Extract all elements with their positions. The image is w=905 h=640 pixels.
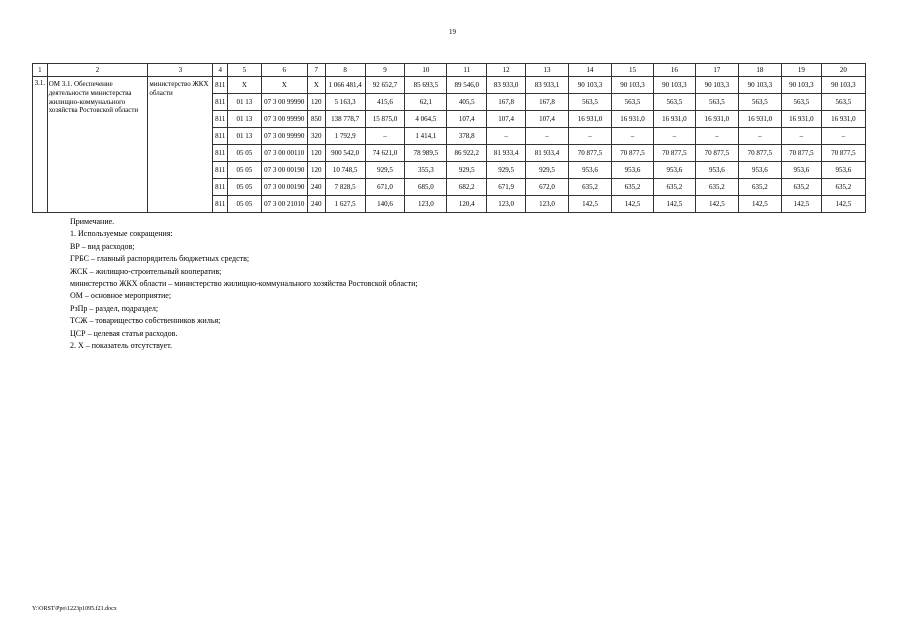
note-line: ГРБС – главный распорядитель бюджетных средств; (70, 254, 250, 264)
data-cell: – (365, 128, 405, 145)
note-line: ТСЖ – товарищество собственников жилья; (70, 316, 221, 326)
header-cell: 10 (405, 64, 447, 77)
file-path-footer: Y:\ORST\Ppo\1223p1095.f21.docx (32, 606, 117, 612)
data-cell: X (307, 77, 325, 94)
header-cell: 18 (738, 64, 781, 77)
data-cell: 635,2 (612, 179, 654, 196)
data-cell: 120 (307, 162, 325, 179)
data-cell: 929,5 (365, 162, 405, 179)
header-cell: 2 (47, 64, 148, 77)
data-cell: 563,5 (821, 94, 865, 111)
data-cell: 682,2 (447, 179, 487, 196)
data-cell: 70 877,5 (781, 145, 821, 162)
data-cell: 92 652,7 (365, 77, 405, 94)
data-cell: 142,5 (821, 196, 865, 213)
note-line: ЖСК – жилищно-строительный кооператив; (70, 266, 222, 276)
executor-cell: министерство ЖКХ области (148, 77, 213, 213)
header-cell: 20 (821, 64, 865, 77)
data-cell: 320 (307, 128, 325, 145)
data-cell: 953,6 (695, 162, 738, 179)
data-cell: 90 103,3 (695, 77, 738, 94)
data-cell: 5 163,3 (325, 94, 365, 111)
data-cell: 123,0 (526, 196, 569, 213)
data-cell: 70 877,5 (612, 145, 654, 162)
data-cell: 07 3 00 99990 (261, 94, 307, 111)
data-cell: 563,5 (569, 94, 612, 111)
note-line: Примечание. (70, 217, 115, 226)
data-cell: 107,4 (487, 111, 526, 128)
data-cell: 929,5 (487, 162, 526, 179)
note-line: 1. Используемые сокращения: (70, 229, 173, 239)
data-cell: 120,4 (447, 196, 487, 213)
data-cell: 142,5 (695, 196, 738, 213)
header-cell: 11 (447, 64, 487, 77)
data-cell: 05 05 (228, 179, 262, 196)
data-cell: 240 (307, 196, 325, 213)
data-cell: 1 066 481,4 (325, 77, 365, 94)
data-cell: 953,6 (781, 162, 821, 179)
data-cell: 671,9 (487, 179, 526, 196)
data-cell: 953,6 (738, 162, 781, 179)
data-cell: 85 693,5 (405, 77, 447, 94)
data-cell: 811 (213, 94, 228, 111)
data-cell: 672,0 (526, 179, 569, 196)
note-line: ОМ – основное мероприятие; (70, 291, 172, 301)
data-cell: 83 933,0 (487, 77, 526, 94)
header-cell: 9 (365, 64, 405, 77)
data-cell: 142,5 (738, 196, 781, 213)
data-cell: 811 (213, 145, 228, 162)
header-cell: 5 (228, 64, 262, 77)
header-cell: 7 (307, 64, 325, 77)
data-cell: 811 (213, 111, 228, 128)
data-cell: 405,5 (447, 94, 487, 111)
data-cell: 16 931,0 (821, 111, 865, 128)
data-cell: 1 792,9 (325, 128, 365, 145)
data-cell: 07 3 00 21010 (261, 196, 307, 213)
header-cell: 4 (213, 64, 228, 77)
data-cell: 635,2 (781, 179, 821, 196)
data-cell: 90 103,3 (569, 77, 612, 94)
data-cell: 01 13 (228, 111, 262, 128)
data-cell: 355,3 (405, 162, 447, 179)
data-cell: 07 3 00 99990 (261, 111, 307, 128)
data-cell: 138 778,7 (325, 111, 365, 128)
data-cell: – (695, 128, 738, 145)
data-cell: 16 931,0 (653, 111, 695, 128)
header-cell: 8 (325, 64, 365, 77)
data-cell: 142,5 (569, 196, 612, 213)
data-cell: 850 (307, 111, 325, 128)
page-number: 19 (449, 28, 456, 36)
budget-table (32, 63, 866, 213)
data-cell: 05 05 (228, 162, 262, 179)
data-cell: 70 877,5 (569, 145, 612, 162)
header-cell: 1 (33, 64, 48, 77)
data-cell: 635,2 (653, 179, 695, 196)
data-cell: 90 103,3 (821, 77, 865, 94)
data-cell: 123,0 (487, 196, 526, 213)
data-cell: 01 13 (228, 94, 262, 111)
data-cell: 167,8 (526, 94, 569, 111)
data-cell: 07 3 00 00190 (261, 179, 307, 196)
data-cell: 635,2 (569, 179, 612, 196)
data-cell: 89 546,0 (447, 77, 487, 94)
data-cell: 05 05 (228, 145, 262, 162)
data-cell: 70 877,5 (695, 145, 738, 162)
data-cell: 4 064,5 (405, 111, 447, 128)
data-cell: 635,2 (695, 179, 738, 196)
data-cell: 1 414,1 (405, 128, 447, 145)
data-cell: 90 103,3 (612, 77, 654, 94)
data-cell: 563,5 (653, 94, 695, 111)
data-cell: 953,6 (569, 162, 612, 179)
note-line: ВР – вид расходов; (70, 241, 135, 251)
data-cell: X (228, 77, 262, 94)
data-cell: 635,2 (738, 179, 781, 196)
data-cell: 415,6 (365, 94, 405, 111)
data-cell: 671,0 (365, 179, 405, 196)
data-cell: 86 922,2 (447, 145, 487, 162)
header-row (33, 64, 866, 77)
data-cell: 7 828,5 (325, 179, 365, 196)
data-cell: 81 933,4 (526, 145, 569, 162)
data-cell: 378,8 (447, 128, 487, 145)
data-cell: 83 933,1 (526, 77, 569, 94)
data-cell: 563,5 (781, 94, 821, 111)
data-cell: 123,0 (405, 196, 447, 213)
data-cell: 15 875,0 (365, 111, 405, 128)
data-cell: 120 (307, 145, 325, 162)
data-cell: 16 931,0 (781, 111, 821, 128)
data-cell: 1 627,5 (325, 196, 365, 213)
data-cell: 10 748,5 (325, 162, 365, 179)
data-cell: 70 877,5 (821, 145, 865, 162)
data-cell: 563,5 (738, 94, 781, 111)
data-cell: 07 3 00 00190 (261, 162, 307, 179)
data-cell: 142,5 (612, 196, 654, 213)
data-cell: 107,4 (447, 111, 487, 128)
data-cell: 953,6 (612, 162, 654, 179)
note-line: ЦСР – целевая статья расходов. (70, 328, 178, 338)
data-cell: 90 103,3 (738, 77, 781, 94)
note-line: 2. Х – показатель отсутствует. (70, 341, 172, 351)
header-cell: 12 (487, 64, 526, 77)
note-line: РзПр – раздел, подраздел; (70, 303, 159, 313)
data-cell: 929,5 (526, 162, 569, 179)
data-cell: 563,5 (612, 94, 654, 111)
data-cell: 811 (213, 77, 228, 94)
row-number-cell: 3.1. (33, 77, 48, 213)
header-cell: 3 (148, 64, 213, 77)
data-cell: 240 (307, 179, 325, 196)
data-cell: 120 (307, 94, 325, 111)
data-cell: 07 3 00 00110 (261, 145, 307, 162)
header-cell: 17 (695, 64, 738, 77)
data-cell: 07 3 00 99990 (261, 128, 307, 145)
data-cell: 16 931,0 (569, 111, 612, 128)
activity-name-cell: ОМ 3.1. Обеспечение деятельности министерства жилищно-коммунального хозяйства Ростовской области (47, 77, 148, 213)
data-cell: 05 05 (228, 196, 262, 213)
data-cell: 81 933,4 (487, 145, 526, 162)
data-cell: 685,0 (405, 179, 447, 196)
data-cell: 811 (213, 162, 228, 179)
header-cell: 6 (261, 64, 307, 77)
data-cell: X (261, 77, 307, 94)
data-cell: – (487, 128, 526, 145)
data-cell: 78 989,5 (405, 145, 447, 162)
data-cell: – (781, 128, 821, 145)
data-cell: 953,6 (653, 162, 695, 179)
note-line: министерство ЖКХ области – министерство жилищно-коммунального хозяйства Ростовской области; (70, 279, 418, 289)
data-cell: 811 (213, 196, 228, 213)
header-cell: 13 (526, 64, 569, 77)
data-cell: – (653, 128, 695, 145)
data-cell: 70 877,5 (738, 145, 781, 162)
data-cell: – (612, 128, 654, 145)
data-cell: 953,6 (821, 162, 865, 179)
data-cell: 62,1 (405, 94, 447, 111)
data-cell: 74 621,0 (365, 145, 405, 162)
data-cell: 01 13 (228, 128, 262, 145)
data-cell: – (526, 128, 569, 145)
table-row (33, 77, 866, 94)
data-cell: 140,6 (365, 196, 405, 213)
data-cell: 811 (213, 179, 228, 196)
data-cell: 142,5 (781, 196, 821, 213)
data-cell: – (569, 128, 612, 145)
data-cell: 16 931,0 (695, 111, 738, 128)
data-cell: 929,5 (447, 162, 487, 179)
data-cell: 142,5 (653, 196, 695, 213)
data-cell: – (821, 128, 865, 145)
header-cell: 14 (569, 64, 612, 77)
data-cell: 811 (213, 128, 228, 145)
data-cell: 70 877,5 (653, 145, 695, 162)
data-cell: 167,8 (487, 94, 526, 111)
data-cell: – (738, 128, 781, 145)
header-cell: 16 (653, 64, 695, 77)
data-cell: 900 542,0 (325, 145, 365, 162)
data-cell: 635,2 (821, 179, 865, 196)
data-cell: 16 931,0 (612, 111, 654, 128)
header-cell: 19 (781, 64, 821, 77)
notes-block (70, 216, 418, 352)
data-cell: 90 103,3 (653, 77, 695, 94)
data-cell: 107,4 (526, 111, 569, 128)
data-cell: 563,5 (695, 94, 738, 111)
data-cell: 16 931,0 (738, 111, 781, 128)
header-cell: 15 (612, 64, 654, 77)
data-cell: 90 103,3 (781, 77, 821, 94)
